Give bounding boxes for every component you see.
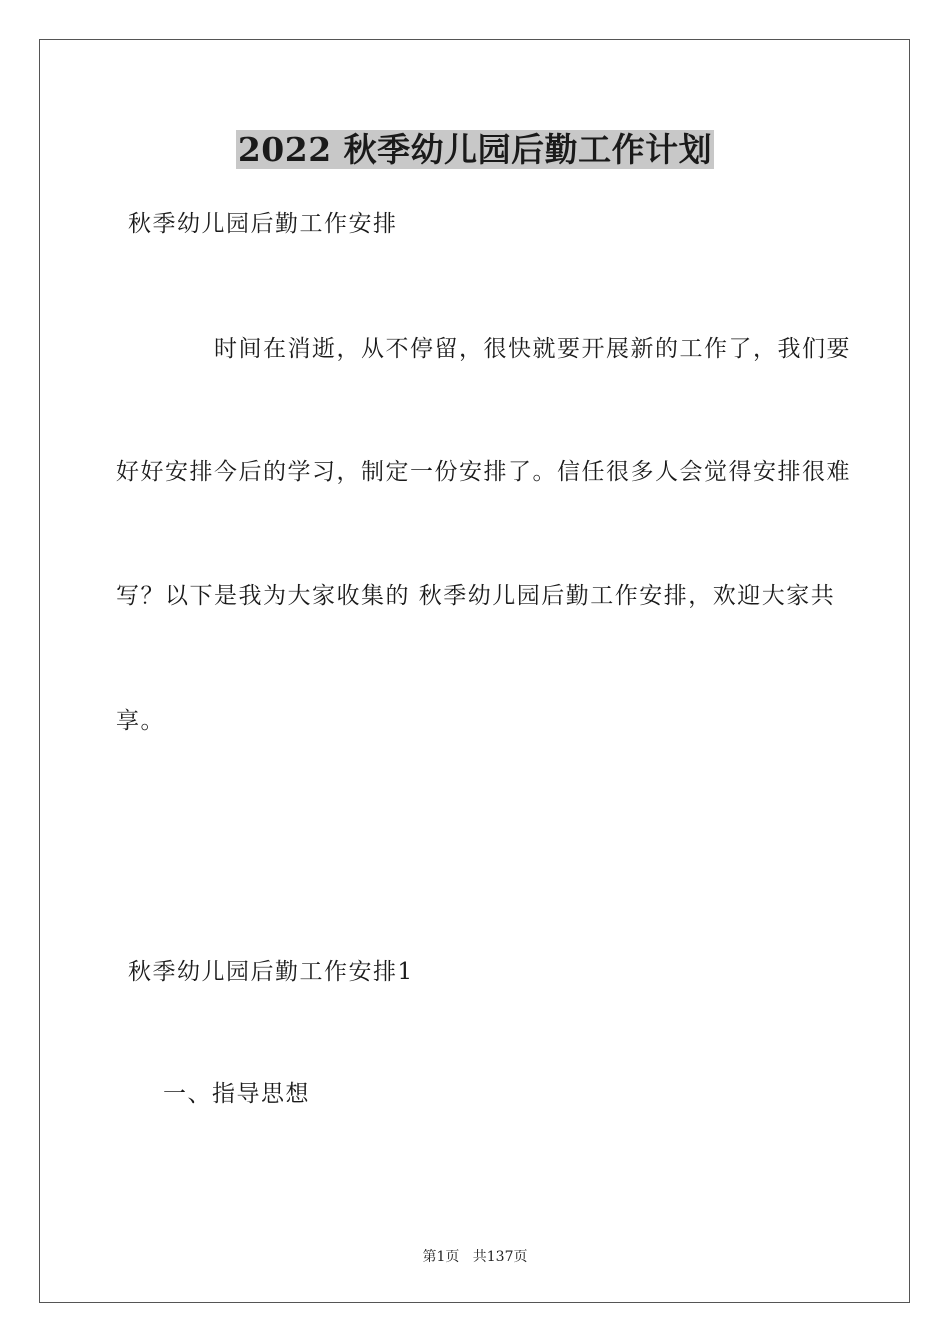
page-footer: 第1页 共137页 [422, 1249, 528, 1265]
intro-line-4: 享。 [116, 708, 165, 734]
document-title-text: 2022 秋季幼儿园后勤工作计划 [237, 130, 713, 169]
document-title [0, 128, 950, 172]
section-heading: 一、指导思想 [163, 1081, 310, 1107]
intro-line-2: 好好安排今后的学习，制定一份安排了。信任很多人会觉得安排很难 [116, 459, 851, 485]
section-title: 秋季幼儿园后勤工作安排1 [128, 959, 414, 985]
intro-line-3: 写？以下是我为大家收集的 秋季幼儿园后勤工作安排，欢迎大家共 [116, 583, 836, 609]
document-subtitle: 秋季幼儿园后勤工作安排 [128, 211, 398, 237]
intro-line-1: 时间在消逝，从不停留，很快就要开展新的工作了，我们要 [214, 336, 851, 362]
